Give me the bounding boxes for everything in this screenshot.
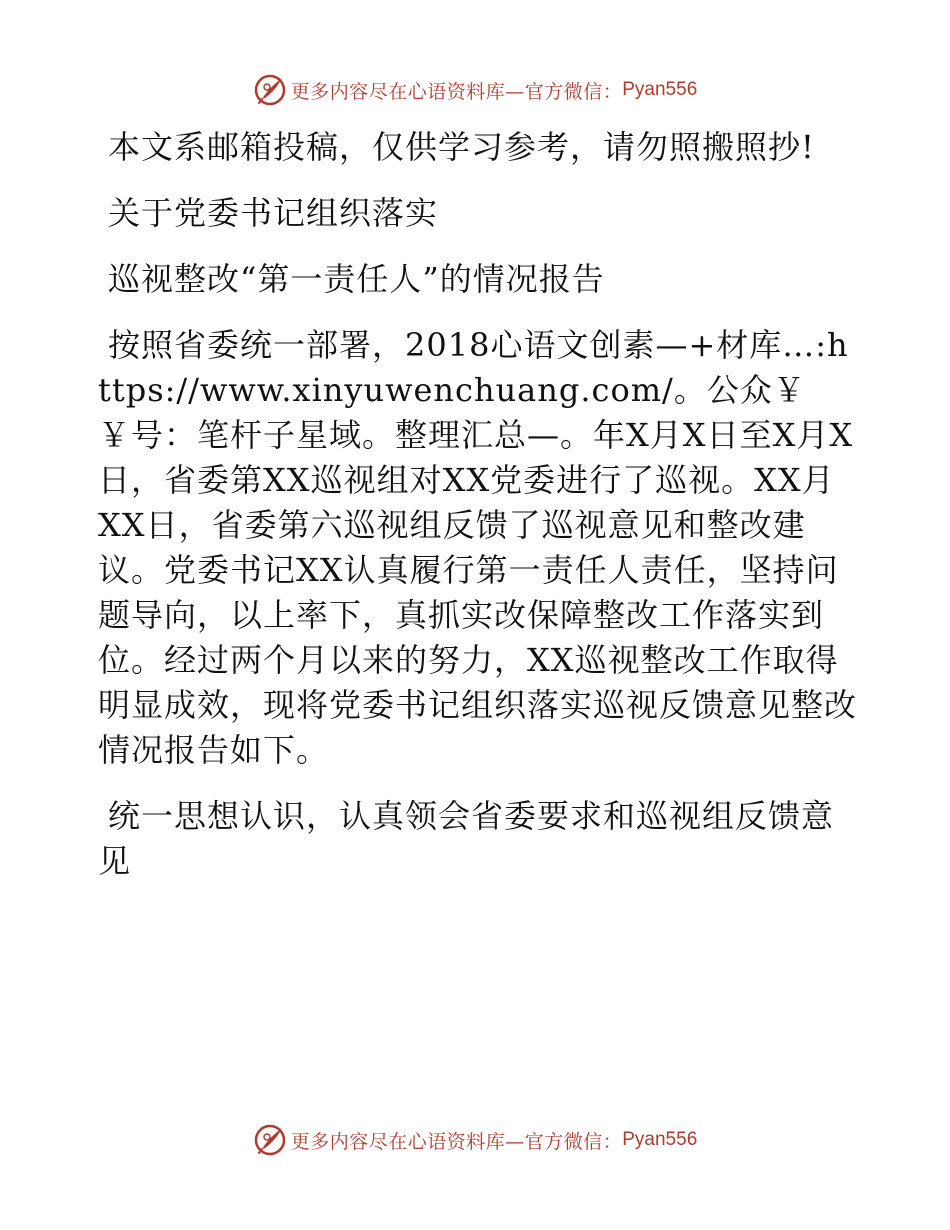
- banner-wechat-handle: Pyan556: [622, 1129, 698, 1150]
- body-paragraph: 按照省委统一部署，2018心语文创素—+材库…:https://www.xinyuwenchuang.com/。公众￥￥号：笔杆子星域。整理汇总—。年X月X日至X月X日，省委第XX巡视组对XX党委进行了巡视。XX月XX日，省委第六巡视组反馈了巡视意见和整改建议。党委书记XX认真履行第一责任人责任，坚持问题导向，以上率下，真抓实改保障整改工作落实到位。经过两个月以来的努力，XX巡视整改工作取得明显成效，现将党委书记组织落实巡视反馈意见整改情况报告如下。: [98, 326, 858, 769]
- banner-wechat-handle: Pyan556: [622, 79, 698, 100]
- quill-pen-logo-icon: [253, 1123, 287, 1157]
- notice-paragraph: 本文系邮箱投稿，仅供学习参考，请勿照搬照抄!: [108, 128, 815, 166]
- quill-pen-logo-icon: [253, 73, 287, 107]
- header-banner: [0, 70, 950, 110]
- footer-banner: [0, 1120, 950, 1160]
- banner-text: 更多内容尽在心语资料库—官方微信：: [290, 1130, 623, 1153]
- title-line-1: 关于党委书记组织落实: [108, 194, 439, 232]
- title-line-2: 巡视整改“第一责任人”的情况报告: [108, 260, 605, 298]
- section-heading: 统一思想认识，认真领会省委要求和巡视组反馈意见: [98, 797, 835, 880]
- document-body: [98, 125, 858, 905]
- banner-text: 更多内容尽在心语资料库—官方微信：: [290, 80, 623, 103]
